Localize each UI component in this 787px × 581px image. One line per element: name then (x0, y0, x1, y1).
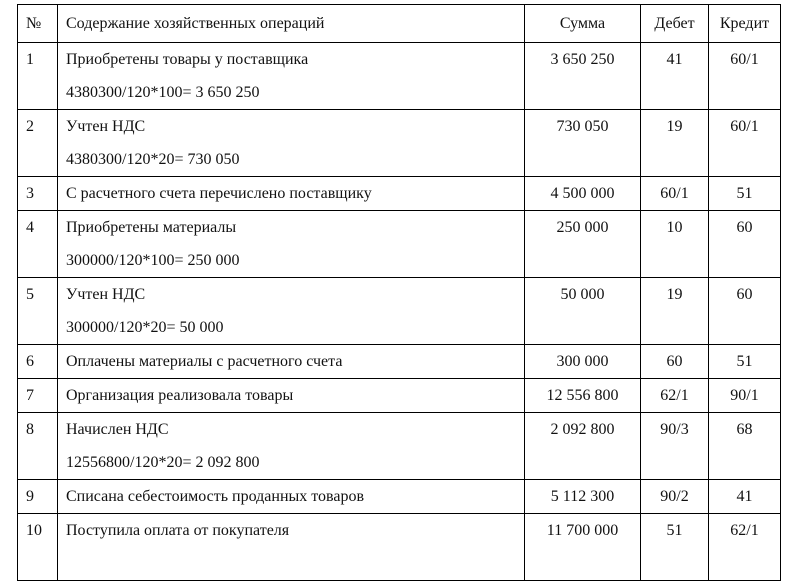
row-sum: 11 700 000 (525, 514, 641, 581)
description-text: Организация реализовала товары (66, 387, 294, 404)
row-sum: 4 500 000 (525, 177, 641, 211)
row-credit: 60/1 (709, 43, 781, 110)
row-number: 2 (18, 110, 58, 177)
row-debit: 19 (641, 110, 709, 177)
row-number: 6 (18, 345, 58, 379)
row-sum: 50 000 (525, 278, 641, 345)
row-debit: 90/3 (641, 413, 709, 480)
row-sum: 250 000 (525, 211, 641, 278)
description-text: С расчетного счета перечислено поставщику (66, 185, 372, 202)
calculation-text: 300000/120*100= 250 000 (66, 252, 240, 269)
row-description (58, 480, 525, 514)
row-description (58, 211, 525, 278)
row-credit: 68 (709, 413, 781, 480)
row-sum: 2 092 800 (525, 413, 641, 480)
row-number: 8 (18, 413, 58, 480)
table-row (18, 345, 781, 379)
row-number: 5 (18, 278, 58, 345)
header-sum: Сумма (525, 5, 641, 43)
row-description (58, 413, 525, 480)
row-sum: 5 112 300 (525, 480, 641, 514)
header-description: Содержание хозяйственных операций (58, 5, 525, 43)
description-text: Поступила оплата от покупателя (66, 522, 290, 539)
table-row (18, 211, 781, 278)
calculation-text: 12556800/120*20= 2 092 800 (66, 454, 260, 471)
header-debit: Дебет (641, 5, 709, 43)
description-text: Учтен НДС (66, 286, 146, 303)
table-row (18, 278, 781, 345)
table-row (18, 514, 781, 581)
row-debit: 51 (641, 514, 709, 581)
row-number: 4 (18, 211, 58, 278)
row-debit: 60 (641, 345, 709, 379)
row-sum: 12 556 800 (525, 379, 641, 413)
row-number: 3 (18, 177, 58, 211)
row-debit: 62/1 (641, 379, 709, 413)
row-debit: 60/1 (641, 177, 709, 211)
row-debit: 41 (641, 43, 709, 110)
row-credit: 62/1 (709, 514, 781, 581)
row-number: 1 (18, 43, 58, 110)
row-debit: 19 (641, 278, 709, 345)
table-row (18, 413, 781, 480)
row-number: 9 (18, 480, 58, 514)
row-credit: 51 (709, 177, 781, 211)
row-description (58, 379, 525, 413)
operations-table (17, 4, 781, 581)
table-row (18, 480, 781, 514)
calculation-text: 4380300/120*20= 730 050 (66, 151, 240, 168)
description-text: Оплачены материалы с расчетного счета (66, 353, 343, 370)
calculation-text: 300000/120*20= 50 000 (66, 319, 224, 336)
row-description (58, 514, 525, 581)
header-credit: Кредит (709, 5, 781, 43)
description-text: Списана себестоимость проданных товаров (66, 488, 365, 505)
table-row (18, 379, 781, 413)
row-description (58, 278, 525, 345)
header-number: № (18, 5, 58, 43)
row-description (58, 43, 525, 110)
table-header-row (18, 5, 781, 43)
row-credit: 60 (709, 278, 781, 345)
table-row (18, 110, 781, 177)
row-sum: 300 000 (525, 345, 641, 379)
row-description (58, 177, 525, 211)
row-credit: 60/1 (709, 110, 781, 177)
description-text: Приобретены материалы (66, 219, 237, 236)
calculation-text: 4380300/120*100= 3 650 250 (66, 84, 260, 101)
row-number: 10 (18, 514, 58, 581)
description-text: Приобретены товары у поставщика (66, 51, 309, 68)
row-description (58, 110, 525, 177)
row-sum: 3 650 250 (525, 43, 641, 110)
row-credit: 90/1 (709, 379, 781, 413)
row-sum: 730 050 (525, 110, 641, 177)
description-text: Учтен НДС (66, 118, 146, 135)
row-credit: 60 (709, 211, 781, 278)
row-debit: 10 (641, 211, 709, 278)
row-debit: 90/2 (641, 480, 709, 514)
description-text: Начислен НДС (66, 421, 169, 438)
row-credit: 41 (709, 480, 781, 514)
row-credit: 51 (709, 345, 781, 379)
row-number: 7 (18, 379, 58, 413)
row-description (58, 345, 525, 379)
table-row (18, 177, 781, 211)
table-row (18, 43, 781, 110)
